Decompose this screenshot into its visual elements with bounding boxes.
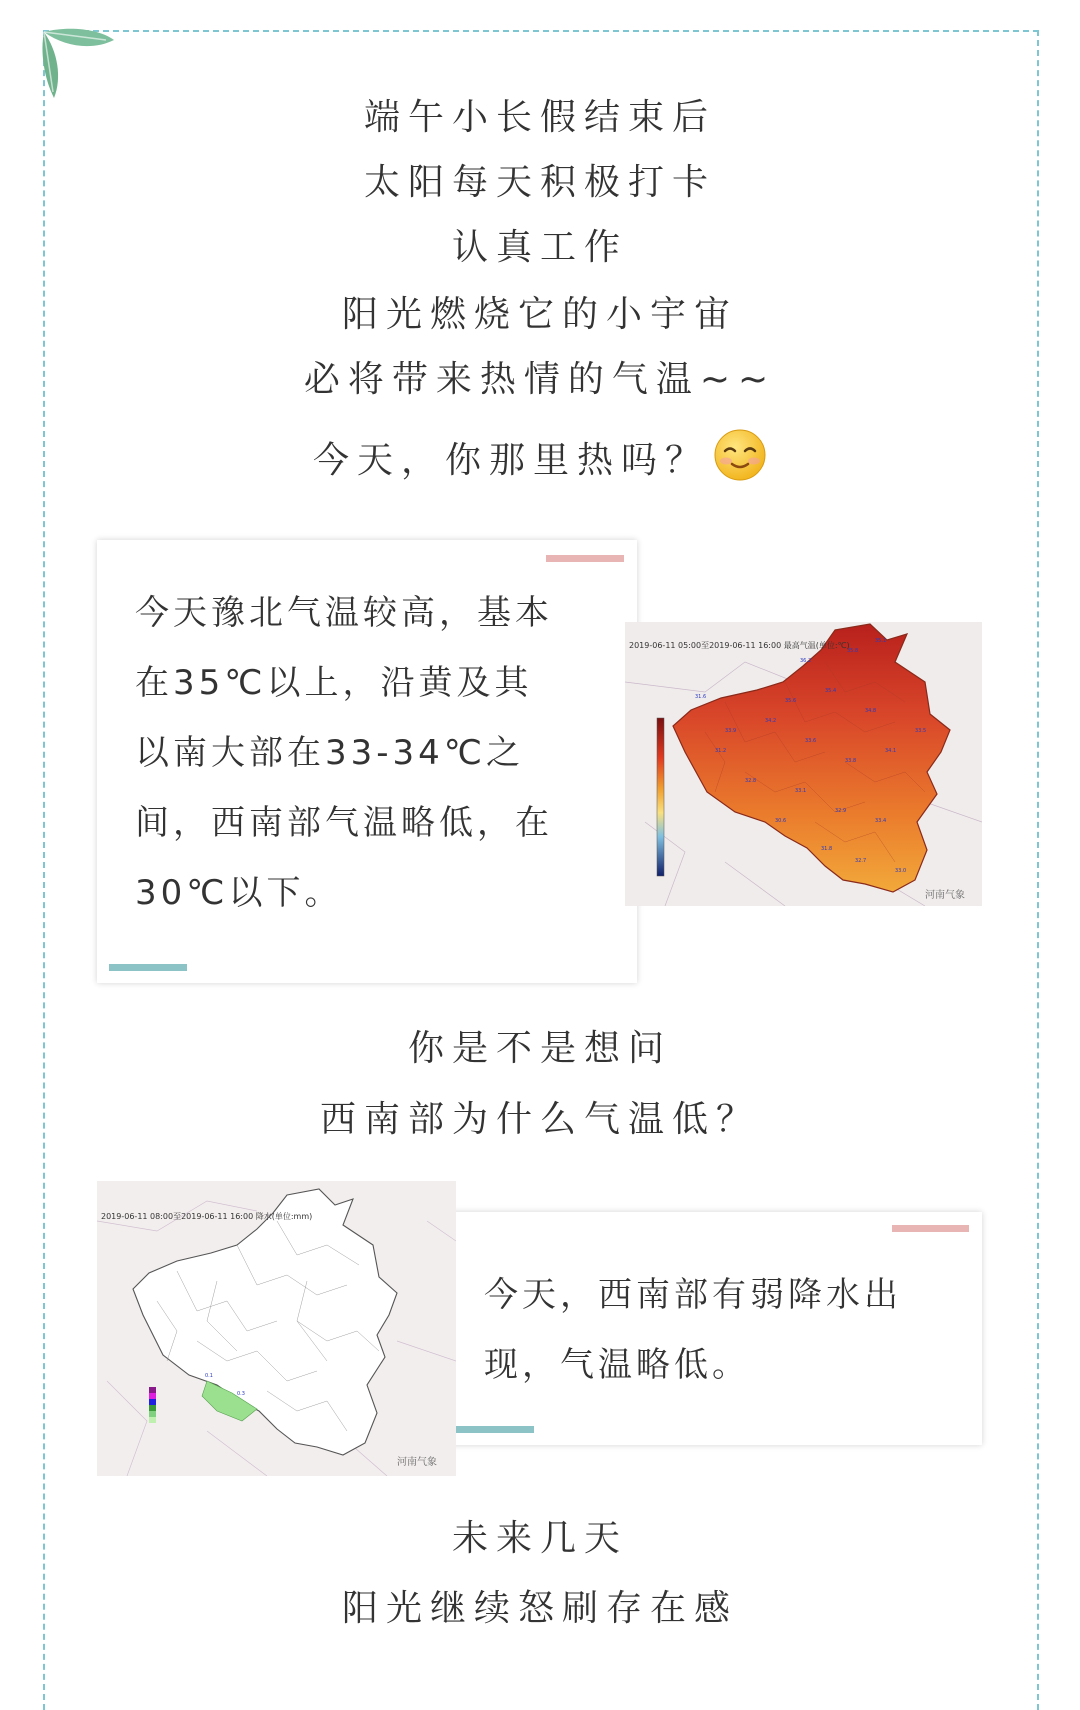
svg-text:34.8: 34.8 <box>865 708 877 714</box>
pink-accent-bar-2 <box>892 1225 969 1232</box>
temperature-map-caption: 2019-06-11 05:00至2019-06-11 16:00 最高气温(单位:℃) <box>629 641 850 650</box>
text-card-2 <box>448 1212 982 1445</box>
svg-text:31.2: 31.2 <box>715 748 727 754</box>
outro-line-1: 未来几天 <box>451 1518 628 1559</box>
card1-line-2: 在35℃以上，沿黄及其 <box>135 663 533 703</box>
pink-accent-bar <box>546 555 624 562</box>
intro-line-3: 认真工作 <box>451 227 628 268</box>
svg-text:31.6: 31.6 <box>695 694 707 700</box>
outro-line-2: 阳光继续怒刷存在感 <box>341 1588 738 1629</box>
svg-text:31.8: 31.8 <box>821 846 833 852</box>
card1-line-4: 间，西南部气温略低，在 <box>135 803 553 843</box>
precipitation-map-brand: 河南气象 <box>397 1457 437 1468</box>
svg-text:34.2: 34.2 <box>765 718 777 724</box>
svg-text:35.8: 35.8 <box>847 648 859 654</box>
smile-emoji-icon <box>713 428 767 482</box>
svg-text:35.4: 35.4 <box>825 688 837 694</box>
svg-text:33.1: 33.1 <box>795 788 807 794</box>
svg-text:33.8: 33.8 <box>845 758 857 764</box>
card2-line-2: 现，气温略低。 <box>484 1345 750 1385</box>
card1-text <box>135 578 595 928</box>
precipitation-map-graphic <box>97 1181 456 1476</box>
svg-text:33.4: 33.4 <box>875 818 887 824</box>
svg-text:33.5: 33.5 <box>915 728 927 734</box>
intro-line-2: 太阳每天积极打卡 <box>363 162 716 203</box>
svg-text:32.9: 32.9 <box>835 808 847 814</box>
card1-line-3: 以南大部在33-34℃之 <box>135 733 524 773</box>
svg-text:33.6: 33.6 <box>805 738 817 744</box>
svg-text:32.8: 32.8 <box>745 778 757 784</box>
card2-text <box>484 1260 954 1400</box>
rain-label-2: 0.3 <box>237 1391 245 1397</box>
temperature-map-graphic <box>625 622 982 906</box>
card2-line-1: 今天，西南部有弱降水出 <box>484 1275 902 1315</box>
svg-text:35.6: 35.6 <box>785 698 797 704</box>
intro-line-5: 必将带来热情的气温~~ <box>303 359 777 400</box>
intro-line-6: 今天，你那里热吗？ <box>312 440 709 481</box>
precipitation-map-caption: 2019-06-11 08:00至2019-06-11 16:00 降水(单位:mm) <box>101 1212 313 1221</box>
svg-text:33.9: 33.9 <box>725 728 737 734</box>
question-line-2: 西南部为什么气温低？ <box>319 1099 760 1140</box>
teal-accent-bar <box>109 964 187 971</box>
intro-line-4: 阳光燃烧它的小宇宙 <box>341 294 738 335</box>
leaf-icon <box>36 22 116 104</box>
card1-line-5: 30℃以下。 <box>135 873 343 913</box>
svg-text:33.0: 33.0 <box>895 868 907 874</box>
teal-accent-bar-2 <box>456 1426 534 1433</box>
svg-text:35.1: 35.1 <box>875 638 887 644</box>
precipitation-map-image <box>97 1181 456 1476</box>
temperature-map-image <box>625 622 982 906</box>
temperature-map-brand: 河南气象 <box>925 890 965 901</box>
svg-text:34.1: 34.1 <box>885 748 897 754</box>
svg-text:36.2: 36.2 <box>800 658 812 664</box>
svg-text:30.6: 30.6 <box>775 818 787 824</box>
rain-label-1: 0.1 <box>205 1373 213 1379</box>
intro-line-1: 端午小长假结束后 <box>363 97 716 138</box>
question-line-1: 你是不是想问 <box>407 1028 672 1069</box>
card1-line-1: 今天豫北气温较高，基本 <box>135 593 553 633</box>
intro-line-6-row <box>0 428 1080 481</box>
svg-text:32.7: 32.7 <box>855 858 867 864</box>
text-card-1 <box>97 540 637 983</box>
